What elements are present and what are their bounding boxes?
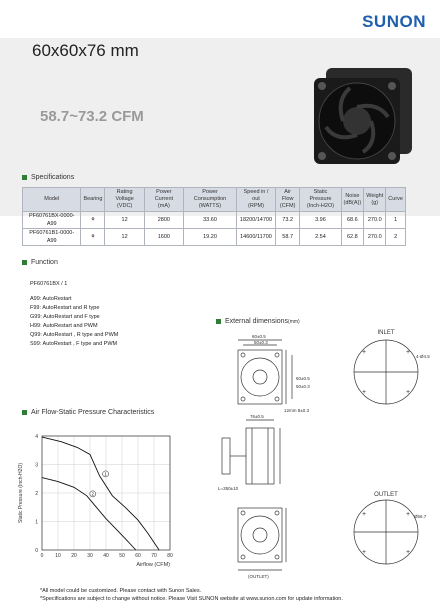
x-tick-label: 80	[167, 553, 173, 559]
airflow-range: 58.7~73.2 CFM	[40, 108, 144, 125]
table-row	[23, 212, 406, 229]
spec-column-header: Power Consumption (WATTS)	[183, 188, 236, 212]
table-cell: 58.7	[275, 229, 300, 246]
spec-column-header: Model	[23, 188, 81, 212]
model-size-title: 60x60x76 mm	[32, 41, 139, 60]
dim-label: 76±0.5	[250, 414, 264, 419]
spec-column-header: Speed in / out (RPM)	[237, 188, 276, 212]
table-cell: 19.20	[183, 229, 236, 246]
table-cell: PF60761B1-0000-A99	[23, 229, 81, 246]
dimensions-heading: External dimensions(mm)	[216, 318, 300, 325]
chart-heading: Air Flow-Static Pressure Characteristics	[22, 409, 154, 416]
table-cell: 33.60	[183, 212, 236, 229]
dimension-drawings	[216, 328, 436, 586]
section-bullet-icon	[22, 410, 27, 415]
table-cell: 62.8	[341, 229, 364, 246]
outlet-label: OUTLET	[374, 492, 398, 498]
svg-text:+: +	[405, 549, 411, 556]
dim-label: 4-Ø4.5	[416, 354, 430, 359]
dim-label: 60±0.5	[252, 334, 266, 339]
svg-text:+: +	[361, 549, 367, 556]
table-cell: 3.96	[300, 212, 341, 229]
x-tick-label: 30	[87, 553, 93, 559]
specifications-table	[22, 187, 406, 246]
section-bullet-icon	[216, 319, 221, 324]
table-cell: 1600	[144, 229, 183, 246]
table-cell: 12	[105, 212, 144, 229]
series-label: 1	[104, 471, 107, 477]
dim-label: 60±0.5	[296, 376, 310, 381]
dim-label: 50±0.3	[296, 384, 310, 389]
table-cell: 2800	[144, 212, 183, 229]
footer-note: *Specifications are subject to change without notice. Please Visit SUNON website at www.sunon.com for update information.	[40, 596, 343, 602]
spec-column-header: Air Flow (CFM)	[275, 188, 300, 212]
spec-column-header: Rating Voltage (VDC)	[105, 188, 144, 212]
function-item: S99: AutoRestart , F type and PWM	[30, 341, 118, 347]
table-cell: 12	[105, 229, 144, 246]
fan-image	[308, 62, 418, 170]
y-tick-label: 1	[35, 519, 38, 526]
table-cell: 270.0	[364, 229, 386, 246]
dim-label: 50±0.3	[254, 340, 268, 345]
table-cell: 1	[386, 212, 406, 229]
function-item: H99: AutoRestart and PWM	[30, 323, 98, 329]
y-tick-label: 2	[35, 491, 38, 497]
y-axis-label: Static Pressure (Inch-H2O)	[18, 462, 24, 524]
y-tick-label: 0	[35, 548, 38, 554]
table-cell: 2	[386, 229, 406, 246]
table-cell: 68.6	[341, 212, 364, 229]
dim-label: 12mm 8±0.3	[284, 408, 309, 413]
function-list	[30, 280, 178, 349]
dim-label: (OUTLET)	[248, 574, 269, 579]
table-cell: 270.0	[364, 212, 386, 229]
svg-text:+: +	[361, 349, 367, 356]
table-cell: ⚘	[81, 229, 105, 246]
x-tick-label: 20	[71, 553, 77, 559]
function-item: G99: AutoRestart and F type	[30, 314, 100, 320]
dim-label: L=350±10	[218, 486, 239, 491]
series-label: 2	[91, 491, 95, 497]
section-bullet-icon	[22, 260, 27, 265]
spec-column-header: Weight (g)	[364, 188, 386, 212]
table-cell: ⚘	[81, 212, 105, 229]
table-row	[23, 229, 406, 246]
svg-text:+: +	[405, 511, 411, 518]
x-tick-label: 0	[40, 553, 44, 559]
specifications-heading: Specifications	[22, 174, 74, 181]
function-heading: Function	[22, 259, 58, 266]
series-line-1	[42, 437, 159, 550]
table-cell: 14600/11700	[237, 229, 276, 246]
x-tick-label: 70	[151, 553, 157, 559]
table-cell: 2.54	[300, 229, 341, 246]
spec-column-header: Static Pressure (Inch-H2O)	[300, 188, 341, 212]
inlet-label: INLET	[377, 330, 395, 336]
x-tick-label: 10	[55, 553, 61, 559]
function-item: F99: AutoRestart and R type	[30, 305, 100, 311]
sunon-logo: SUNON	[362, 12, 426, 31]
footer-note: *All model could be customized. Please contact with Sunon Sales.	[40, 588, 202, 594]
y-tick-label: 4	[35, 434, 38, 440]
airflow-pressure-chart	[16, 428, 186, 576]
section-bullet-icon	[22, 175, 27, 180]
function-item: Q99: AutoRestart , R type and PWM	[30, 332, 119, 338]
x-tick-label: 50	[119, 553, 125, 559]
function-item: A99: AutoRestart	[30, 296, 72, 302]
table-cell: PF60761BX-0000-A99	[23, 212, 81, 229]
x-axis-label: Airflow (CFM)	[136, 562, 170, 568]
svg-text:+: +	[405, 389, 411, 396]
svg-text:+: +	[361, 389, 367, 396]
svg-text:+: +	[361, 511, 367, 518]
table-cell: 18200/14700	[237, 212, 276, 229]
table-cell: 73.2	[275, 212, 300, 229]
spec-column-header: Power Current (mA)	[144, 188, 183, 212]
svg-text:+: +	[405, 349, 411, 356]
function-part: PF60761BX / 1	[30, 281, 68, 287]
spec-column-header: Bearing	[81, 188, 105, 212]
y-tick-label: 3	[35, 462, 38, 469]
spec-column-header: Curve	[386, 188, 406, 212]
dim-label: Ø56.7	[414, 514, 427, 519]
x-tick-label: 60	[135, 553, 141, 559]
x-tick-label: 40	[103, 553, 109, 559]
spec-column-header: Noise (dB(A))	[341, 188, 364, 212]
